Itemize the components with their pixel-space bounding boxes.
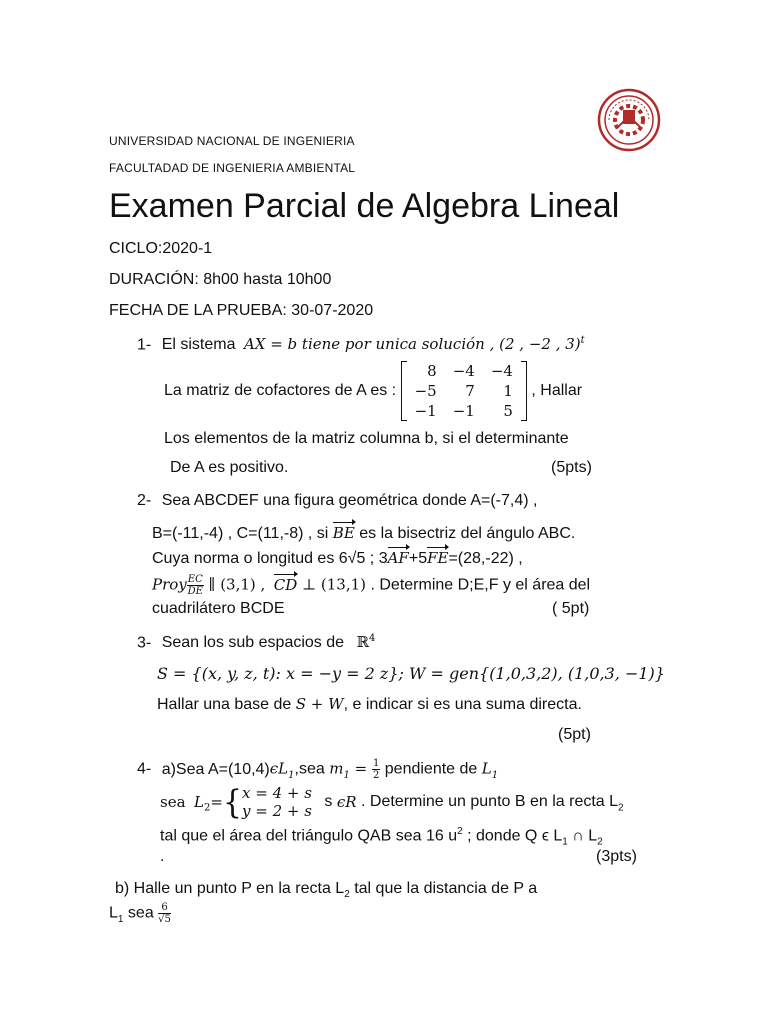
q4-line1-text: a)Sea A=(10,4) [161,760,270,778]
q4-in-r: ϵR [336,793,357,811]
vector-cd: CD [273,575,298,594]
system-brace: { [222,782,242,822]
q3-line1-text: Sean los sub espacios de [161,634,345,652]
q3-definition: S = {(x, y, z, t): x = −y = 2 z}; W = gen{(1,0,3,2), (1,0,3, −1)} [157,664,665,683]
q1-line1 [137,335,585,354]
matrix-cell: −4 [490,362,513,380]
q4-line3-text-b: ; donde Q ϵ L [462,827,563,845]
q4b-l1: L [109,904,118,922]
q4-l2-eq: = [210,793,223,811]
q2-line5: cuadrilátero BCDE [152,600,285,617]
q1-points: (5pts) [551,459,592,476]
q4b-text-b: tal que la distancia de P a [349,880,538,897]
q4-line3-text: tal que el área del triángulo QAB sea 16 u [160,827,458,845]
q4-slope-sub: 1 [343,769,350,781]
distance-fraction [158,902,171,925]
parametric-system [242,784,312,820]
q4-sea: ,sea [294,760,325,778]
vector-be: BE [332,524,355,542]
ciclo-text: CICLO:2020-1 [109,240,213,257]
q4-slope: m [329,759,344,778]
q2-line3 [152,549,523,568]
q4b-sea: sea [123,904,154,922]
q1-line2 [164,361,582,421]
q4b-l1-sub: 1 [117,913,124,925]
q4-l1-sub: 1 [491,769,499,781]
q2-line1 [137,492,537,510]
frac-den: DE [187,586,203,597]
q4-line3-sub2: 2 [597,836,603,848]
q1-number: 1- [137,336,152,354]
q2-line4 [152,574,590,597]
q2-points: ( 5pt) [552,600,590,617]
parallel-text: ∥ (3,1) , [203,575,266,594]
q4-sup: 2 [457,826,463,837]
q3-number: 3- [137,634,152,652]
q4-line2 [160,784,624,820]
q4-l2-sub: 2 [203,802,211,814]
q1-transpose: t [580,335,585,346]
q4-line3-sub1: 1 [562,836,568,848]
q4-line3 [160,826,603,848]
university-seal-icon [597,88,661,152]
q3-sum: S + W [295,695,344,713]
real-space-exponent: 4 [368,633,376,644]
q2-line4-text: . Determine D;E,F y el área del [370,576,591,594]
q4-dot: . [160,848,165,865]
q4-in-l1: ϵL [269,759,289,778]
frac-den: 2 [372,770,380,781]
cofactor-matrix [401,361,527,421]
vector-af: AF [387,549,409,567]
q4-number: 4- [137,760,152,778]
q3-line3-text: Hallar una base de [157,696,292,713]
matrix-cell: −1 [452,402,475,420]
frac-num: EC [187,574,203,585]
proy-label: Proy [152,575,187,594]
q4-line1 [137,758,498,781]
matrix-cell: 7 [465,382,475,400]
matrix-cell: −1 [414,402,437,420]
q4-l1: L [481,759,492,778]
fecha-text: FECHA DE LA PRUEBA: 30-07-2020 [109,302,374,319]
frac-den: √5 [158,914,171,925]
q2-line3-result: =(28,-22) , [448,550,523,567]
proy-fraction [187,574,204,597]
q4-line2-text: . Determine un punto B en la recta L [361,793,619,810]
q4-pendiente: pendiente de [384,760,478,778]
q4-intersect: ∩ L [567,827,598,845]
q2-line2-text-b: es la bisectriz del ángulo ABC. [359,525,576,542]
vector-fe: FE [427,549,449,567]
q4-eq: = [349,759,372,778]
q1-hallar: , Hallar [531,382,583,399]
duracion-text: DURACIÓN: 8h00 hasta 10h00 [109,271,332,288]
q2-line2 [152,524,575,543]
q3-line3 [157,695,582,714]
q1-line1-text: El sistema [161,336,236,354]
matrix-cell: −5 [414,382,437,400]
q4-line2-sub: 2 [618,802,624,814]
frac-num: 6 [158,902,171,914]
q4-s: s [324,793,333,810]
q4b-line1 [115,880,537,900]
q3-line3-text-b: , e indicar si es una suma directa. [343,696,582,713]
q2-line1-text: Sea ABCDEF una figura geométrica donde A=(-7,4) , [161,492,538,509]
matrix-cell: 5 [503,402,513,420]
matrix-cell: 8 [427,362,437,380]
q4-sub: 1 [288,769,295,781]
university-name: UNIVERSIDAD NACIONAL DE INGENIERIA [109,134,355,148]
q2-number: 2- [137,492,152,509]
system-line-x: x = 4 + s [242,784,312,802]
page-title: Examen Parcial de Algebra Lineal [109,187,620,225]
faculty-name: FACULTADAD DE INGENIERIA AMBIENTAL [109,161,356,175]
system-line-y: y = 2 + s [242,802,312,820]
q4b-text: b) Halle un punto P en la recta L [115,880,345,897]
q4-points: (3pts) [596,848,637,865]
q2-line3-text: Cuya norma o longitud es 6√5 ; 3 [152,550,388,567]
q1-cofactor-label: La matriz de cofactores de A es : [164,382,397,399]
q4-slope-fraction [372,758,380,781]
q3-line1 [137,633,375,652]
q1-line4: De A es positivo. [170,459,289,476]
frac-num: 1 [372,758,380,769]
q2-line2-text: B=(-11,-4) , C=(11,-8) , si [152,525,329,542]
perp-text: ⊥ (13,1) [297,575,367,594]
q4b-line2 [109,902,171,925]
matrix-cell: −4 [452,362,475,380]
q3-points: (5pt) [558,726,591,743]
q1-line1-math: AX = b tiene por unica solución , (2 , −2 , 3) [243,335,581,354]
q4-sea-l2: sea [160,793,186,811]
real-space-symbol: ℝ [356,633,369,652]
q2-line3-plus: +5 [408,550,428,567]
q4-l2: L [193,793,204,811]
q1-line3: Los elementos de la matriz columna b, si el determinante [164,430,569,447]
q4b-sub: 2 [344,889,350,901]
matrix-cell: 1 [503,382,513,400]
